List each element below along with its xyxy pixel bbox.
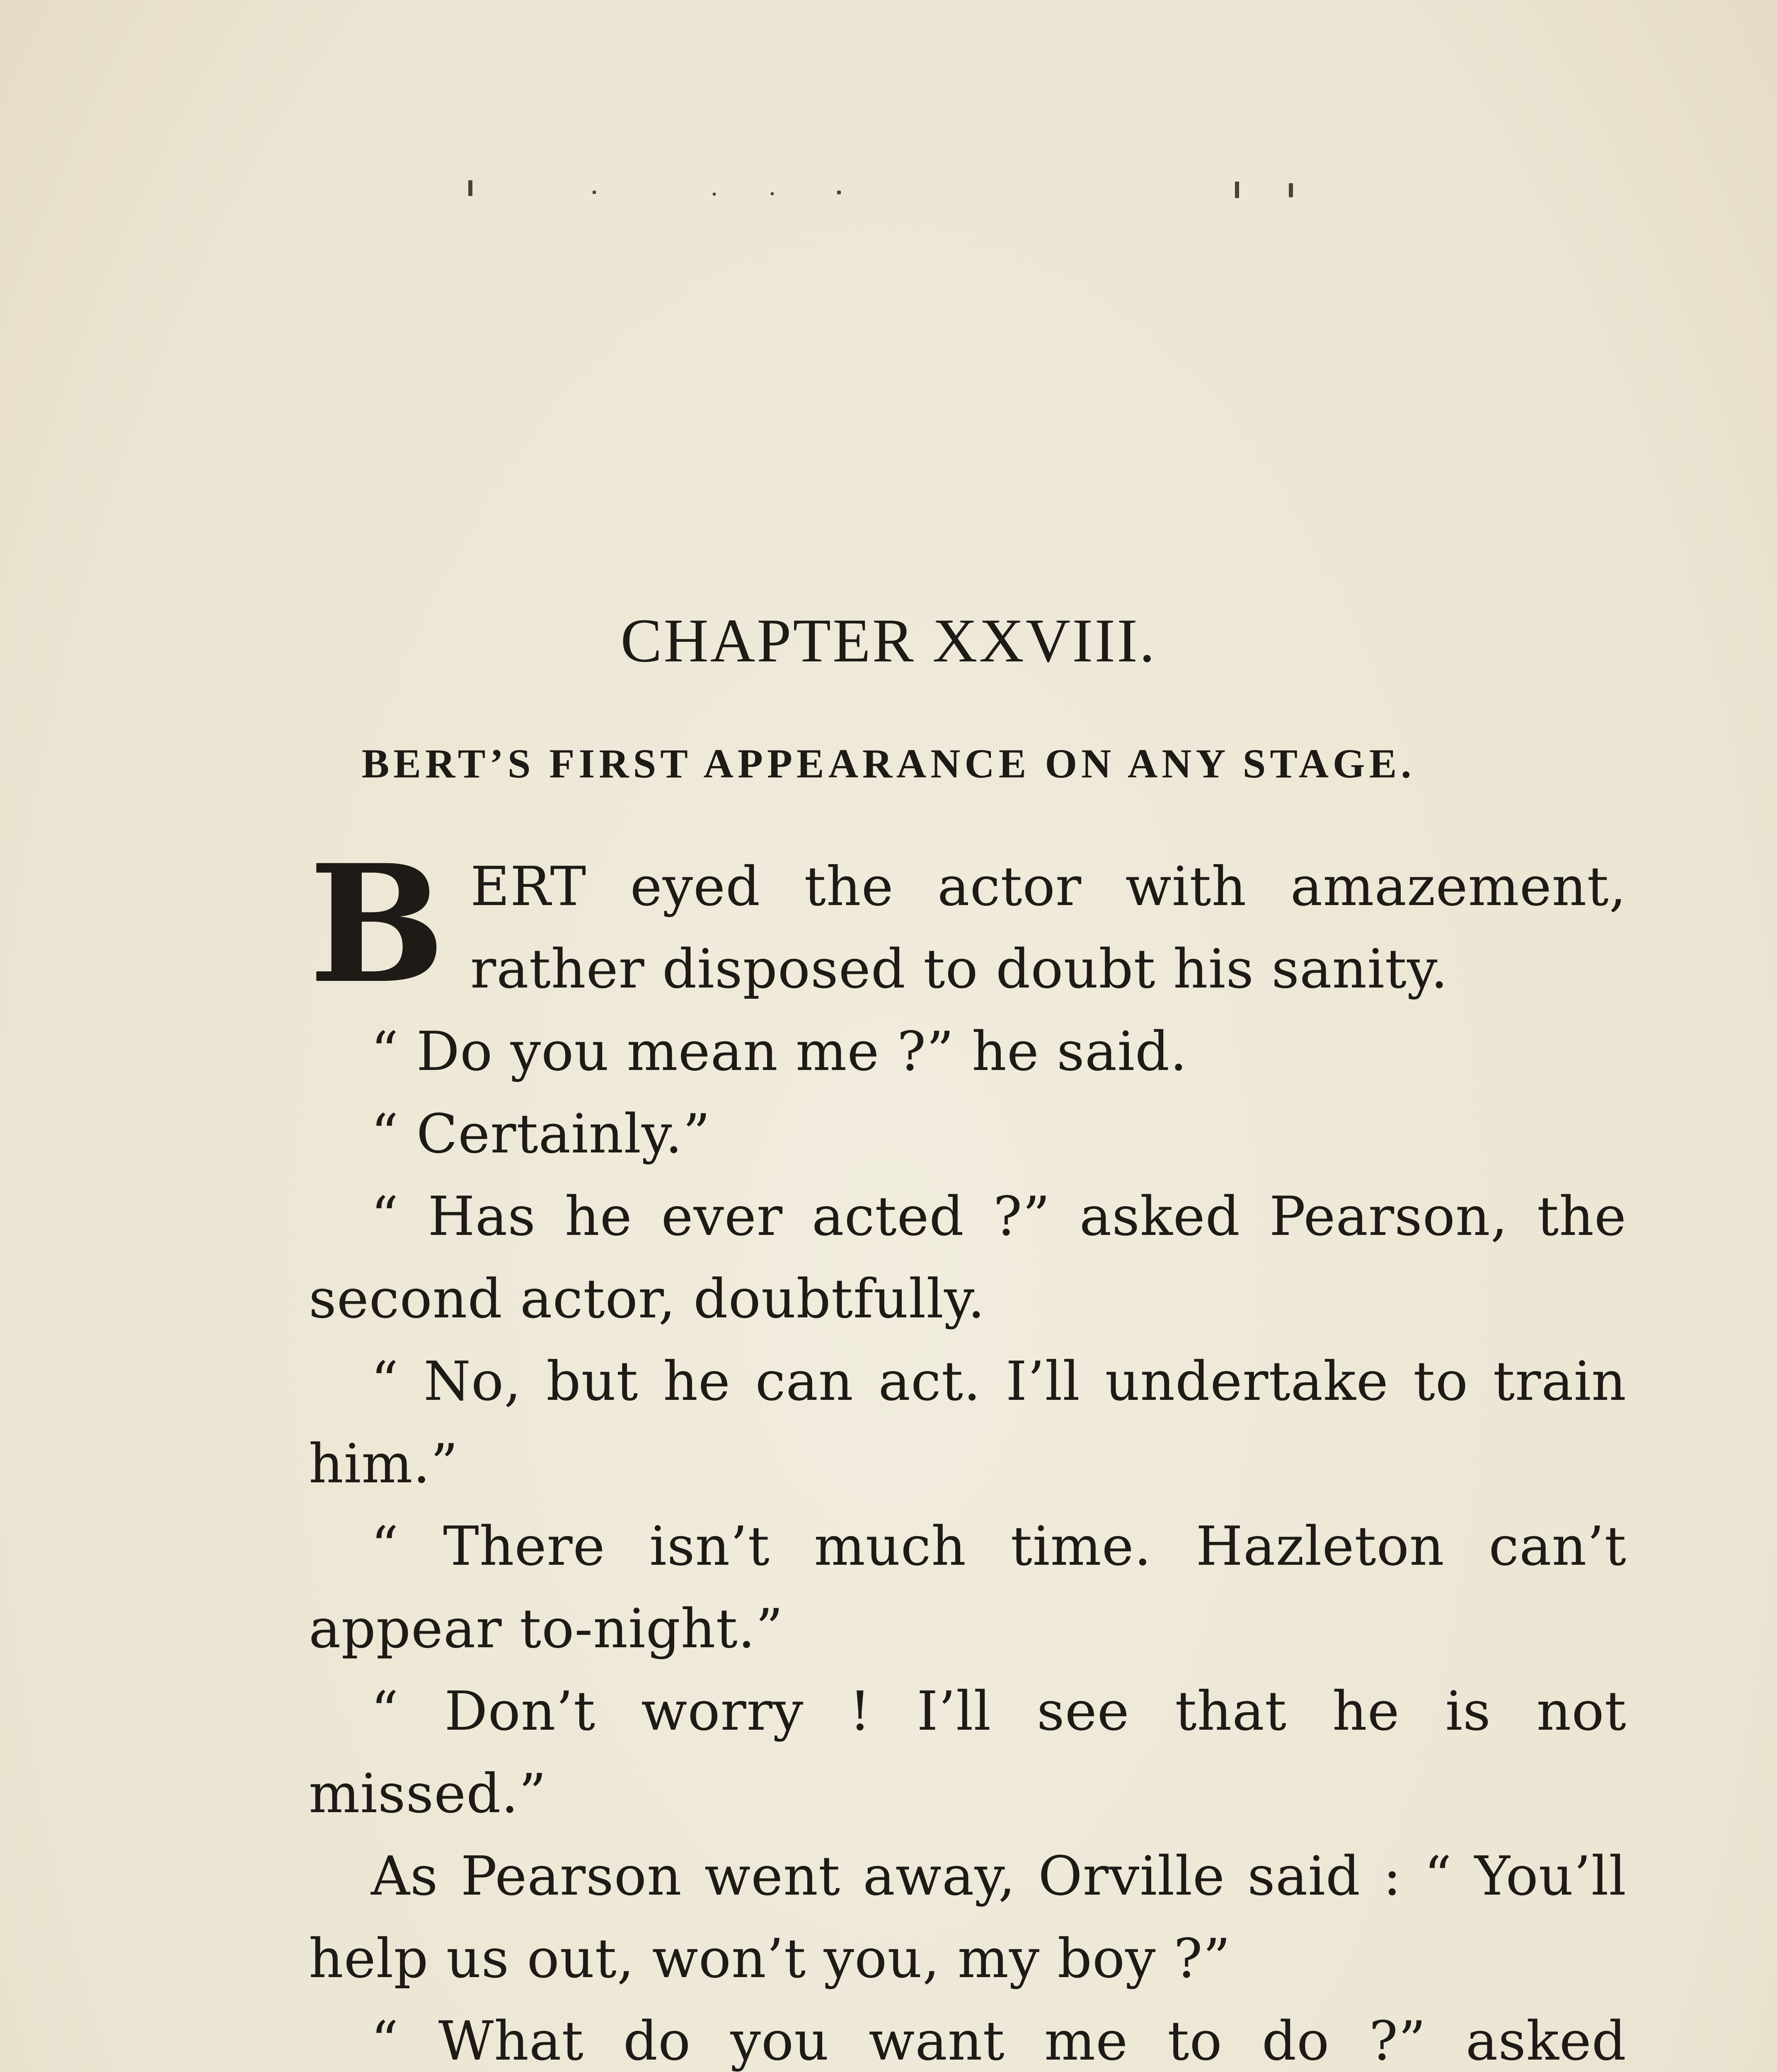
text-line: missed.” [309, 1762, 547, 1825]
text-line: “ Don’t worry ! I’ll see that he is not [371, 1680, 1627, 1743]
chapter-body [309, 829, 1627, 2072]
chapter-subtitle: BERT’S FIRST APPEARANCE ON ANY STAGE. [361, 741, 1416, 787]
text-line: ERT eyed the actor with amazement, [470, 855, 1627, 918]
text-line: rather disposed to doubt his sanity. [470, 937, 1448, 1000]
text-line: second actor, doubtfully. [309, 1267, 985, 1330]
text-line: help us out, won’t you, my boy ?” [309, 1927, 1231, 1990]
text-line: appear to-night.” [309, 1597, 784, 1660]
drop-cap: B [309, 829, 446, 1019]
text-line: “ Do you mean me ?” he said. [371, 1020, 1188, 1083]
text-line: “ Has he ever acted ?” asked Pearson, the [371, 1185, 1627, 1248]
text-line: “ What do you want me to do ?” asked [371, 2009, 1627, 2072]
text-line: As Pearson went away, Orville said : “ You’ll [371, 1844, 1627, 1907]
text-line: “ Certainly.” [371, 1102, 711, 1165]
text-line: him.” [309, 1432, 459, 1495]
chapter-title: CHAPTER XXVIII. [620, 606, 1157, 675]
print-specks [456, 178, 1326, 203]
text-line: “ There isn’t much time. Hazleton can’t [371, 1515, 1627, 1578]
text-line: “ No, but he can act. I’ll undertake to train [371, 1350, 1627, 1413]
